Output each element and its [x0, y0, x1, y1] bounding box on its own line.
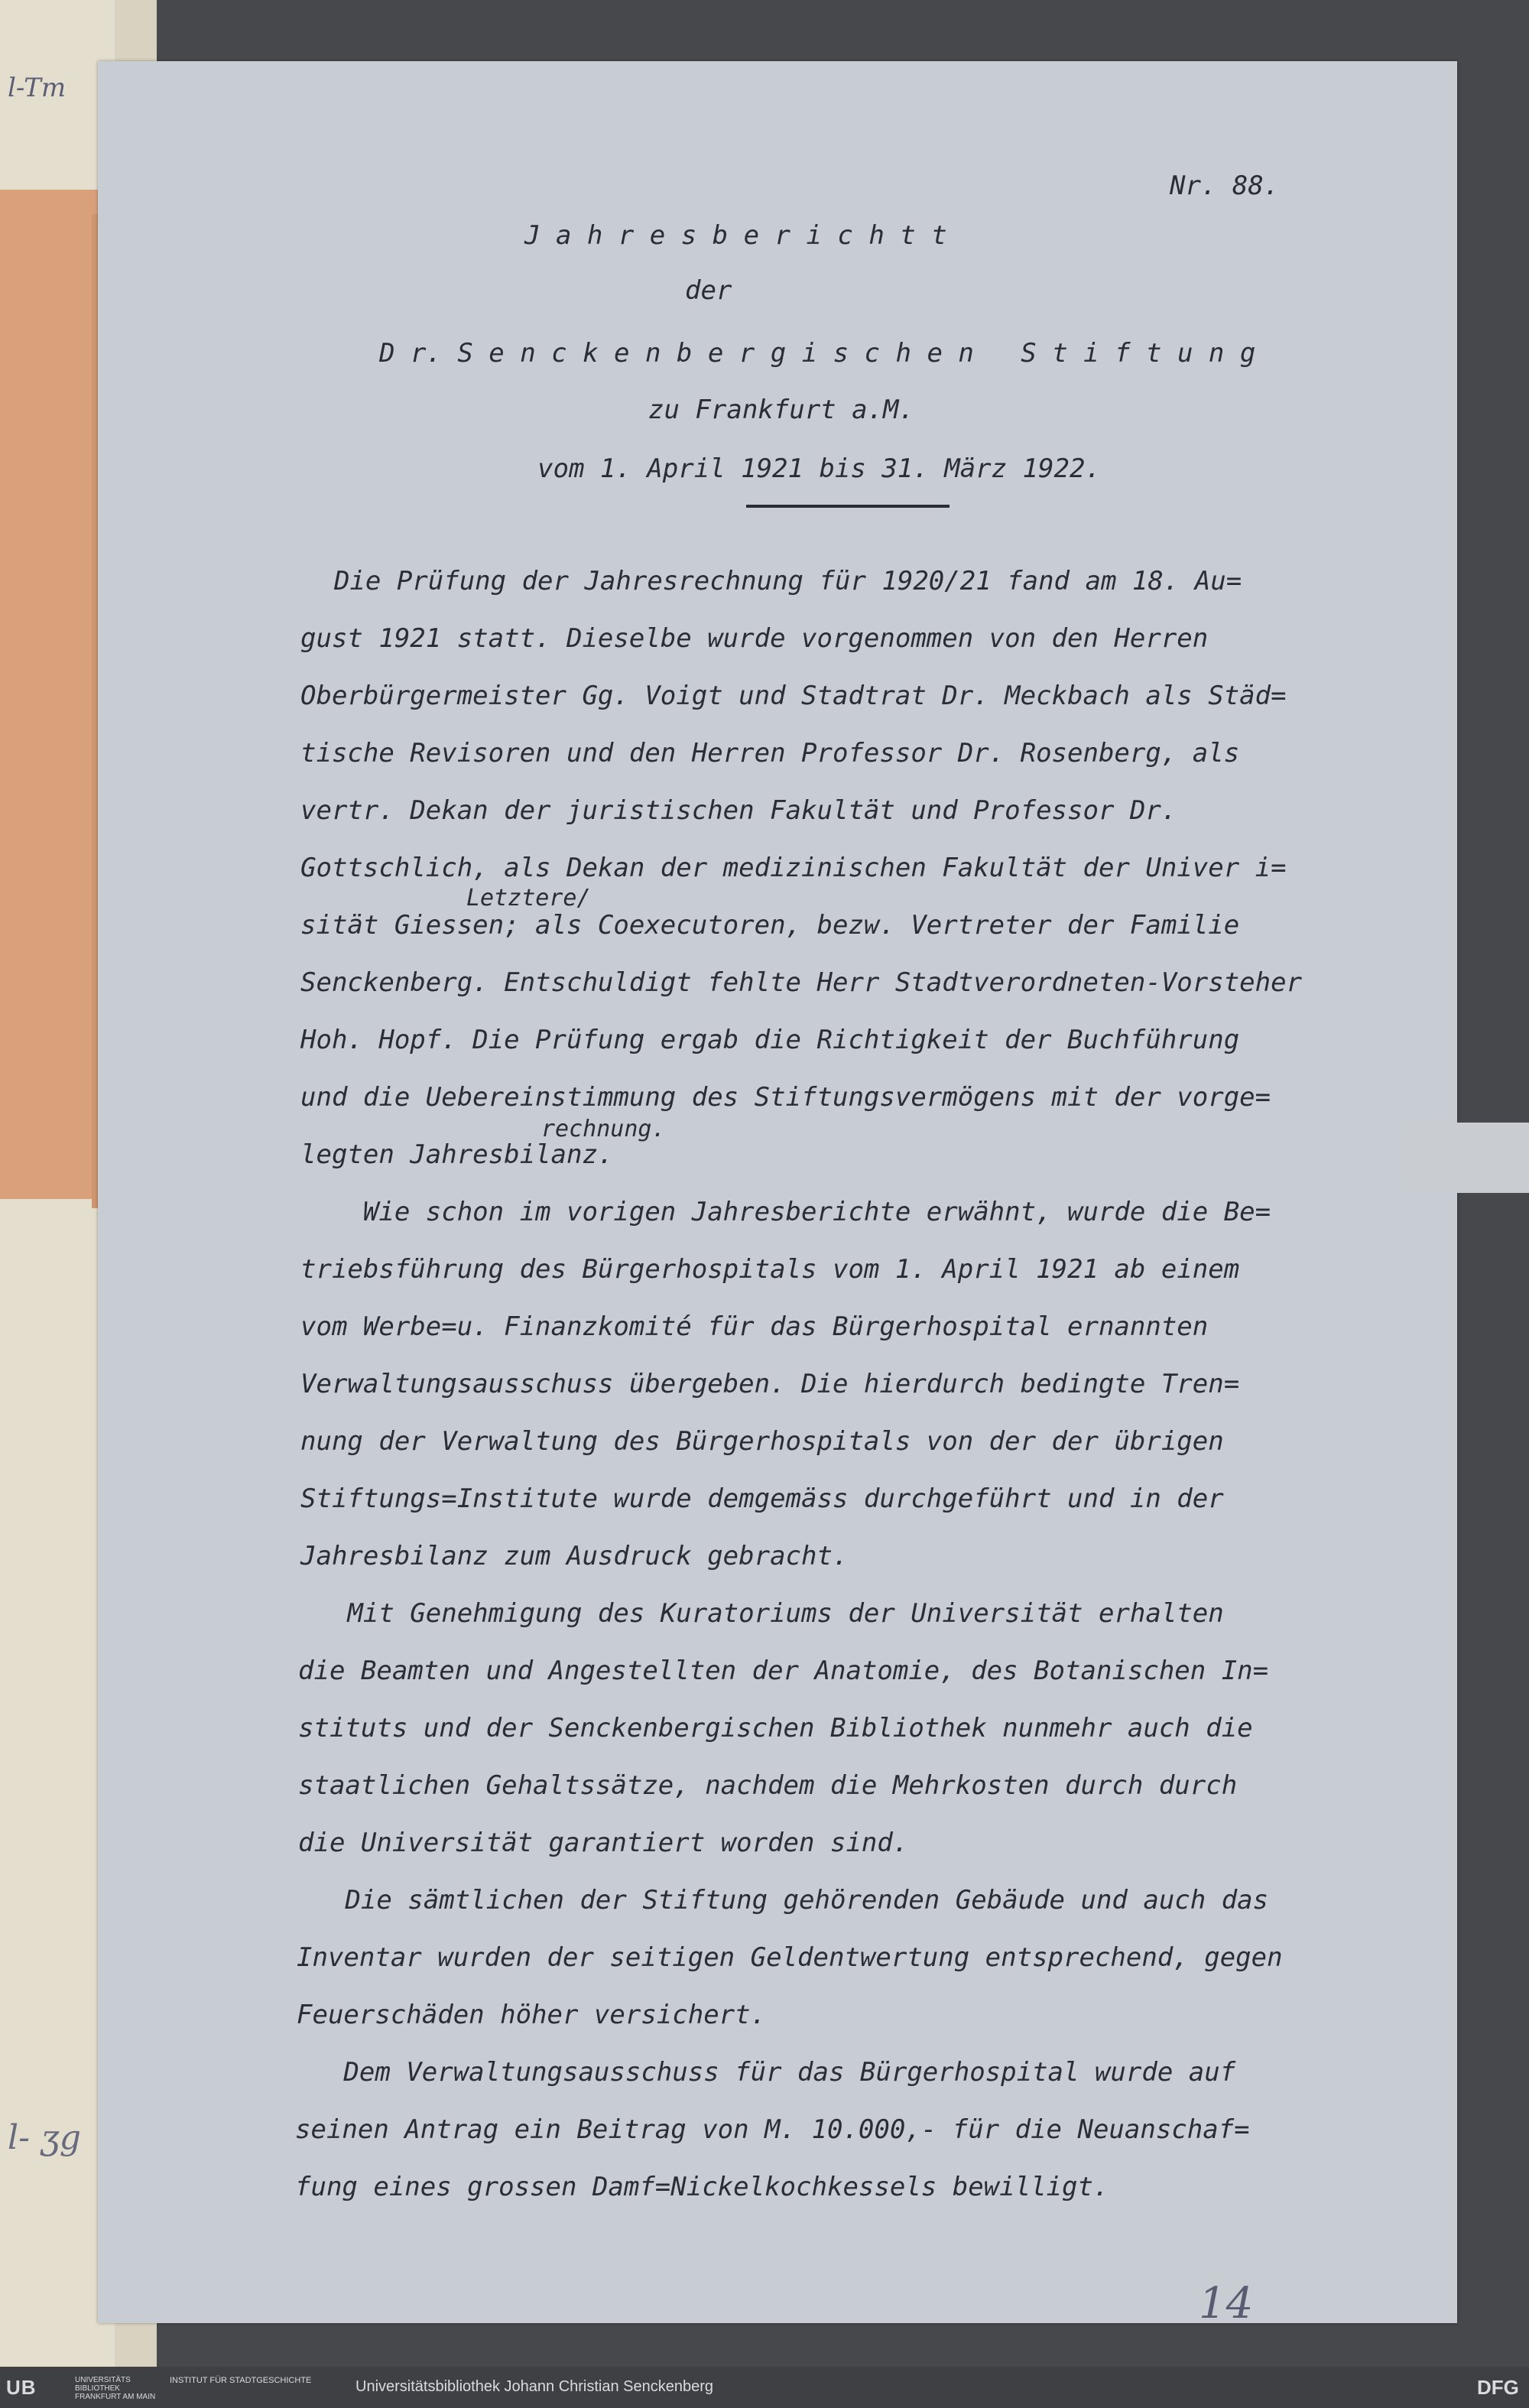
institute-logo[interactable]: INSTITUT FÜR STADTGESCHICHTE: [170, 2376, 312, 2385]
body-line-27: Dem Verwaltungsausschuss für das Bürgerhospital wurde auf: [297, 2057, 1236, 2088]
body-line-8: Senckenberg. Entschuldigt fehlte Herr Stadtverordneten-Vorsteher: [300, 967, 1303, 998]
body-line-6: Gottschlich, als Dekan der medizinischen Fakultät der Univer i=: [300, 853, 1287, 883]
body-line-2: gust 1921 statt. Dieselbe wurde vorgenommen von den Herren: [300, 623, 1209, 654]
title-line-4: zu Frankfurt a.M.: [648, 395, 914, 425]
title-underline: [746, 505, 950, 508]
body-line-17: Stiftungs=Institute wurde demgemäss durchgeführt und in der: [300, 1483, 1224, 1514]
body-line-10: und die Uebereinstimmung des Stiftungsvermögens mit der vorge=: [300, 1082, 1271, 1113]
body-line-23: die Universität garantiert worden sind.: [298, 1828, 909, 1858]
body-line-24: Die sämtlichen der Stiftung gehörenden Gebäude und auch das: [298, 1885, 1269, 1916]
dfg-logo[interactable]: DFG: [1477, 2376, 1519, 2399]
body-line-16: nung der Verwaltung des Bürgerhospitals von der der übrigen: [300, 1426, 1224, 1457]
body-line-11: legten Jahresbilanz.: [300, 1139, 614, 1170]
body-line-13: triebsführung des Bürgerhospitals vom 1. April 1921 ab einem: [300, 1254, 1240, 1285]
body-line-25: Inventar wurden der seitigen Geldentwertung entsprechend, gegen: [297, 1942, 1283, 1973]
document-number: Nr. 88.: [1170, 171, 1280, 201]
body-line-20: die Beamten und Angestellten der Anatomie, des Botanischen In=: [298, 1656, 1269, 1686]
title-line-2: der: [685, 275, 732, 306]
body-line-18: Jahresbilanz zum Ausdruck gebracht.: [300, 1541, 849, 1571]
body-line-29: fung eines grossen Damf=Nickelkochkessels bewilligt.: [295, 2172, 1109, 2202]
body-line-3: Oberbürgermeister Gg. Voigt und Stadtrat Dr. Meckbach als Städ=: [300, 681, 1287, 711]
insertion-rechnung: rechnung.: [541, 1116, 666, 1142]
paper-clip: [1401, 1123, 1529, 1193]
ub-logo-subtext: UNIVERSITÄTS BIBLIOTHEK FRANKFURT AM MAIN: [75, 2376, 156, 2401]
footer-bar: [0, 2367, 1529, 2408]
body-line-4: tische Revisoren und den Herren Professor Dr. Rosenberg, als: [300, 738, 1240, 769]
margin-note-top: l-Tm: [8, 73, 67, 103]
body-line-7: sität Giessen; als Coexecutoren, bezw. Vertreter der Familie: [300, 910, 1240, 941]
body-line-28: seinen Antrag ein Beitrag von M. 10.000,- für die Neuanschaf=: [295, 2114, 1250, 2145]
footer-credit: Universitätsbibliothek Johann Christian Senckenberg: [355, 2378, 714, 2395]
body-line-22: staatlichen Gehaltssätze, nachdem die Mehrkosten durch durch: [298, 1770, 1238, 1801]
document-sheet: [98, 61, 1457, 2328]
body-line-14: vom Werbe=u. Finanzkomité für das Bürgerhospital ernannten: [300, 1311, 1209, 1342]
body-line-1: Die Prüfung der Jahresrechnung für 1920/21 fand am 18. Au=: [303, 566, 1242, 596]
body-line-21: stituts und der Senckenbergischen Bibliothek nunmehr auch die: [298, 1713, 1253, 1743]
body-line-12: Wie schon im vorigen Jahresberichte erwähnt, wurde die Be=: [300, 1197, 1271, 1227]
body-line-26: Feuerschäden höher versichert.: [297, 2000, 767, 2030]
ub-logo[interactable]: UB: [6, 2376, 37, 2399]
title-line-3: D r. S e n c k e n b e r g i s c h e n S t i f t u n g: [379, 338, 1256, 369]
margin-note-bottom: l- ʒg: [8, 2118, 81, 2157]
title-line-1: J a h r e s b e r i c h t t: [524, 220, 947, 251]
handwritten-page-number: 14: [1199, 2279, 1254, 2328]
body-line-15: Verwaltungsausschuss übergeben. Die hierdurch bedingte Tren=: [300, 1369, 1240, 1399]
title-line-5: vom 1. April 1921 bis 31. März 1922.: [537, 453, 1101, 484]
insertion-letztere: Letztere/: [466, 885, 591, 912]
body-line-9: Hoh. Hopf. Die Prüfung ergab die Richtigkeit der Buchführung: [300, 1025, 1240, 1055]
body-line-5: vertr. Dekan der juristischen Fakultät und Professor Dr.: [300, 795, 1177, 826]
body-line-19: Mit Genehmigung des Kuratoriums der Universität erhalten: [300, 1598, 1224, 1629]
